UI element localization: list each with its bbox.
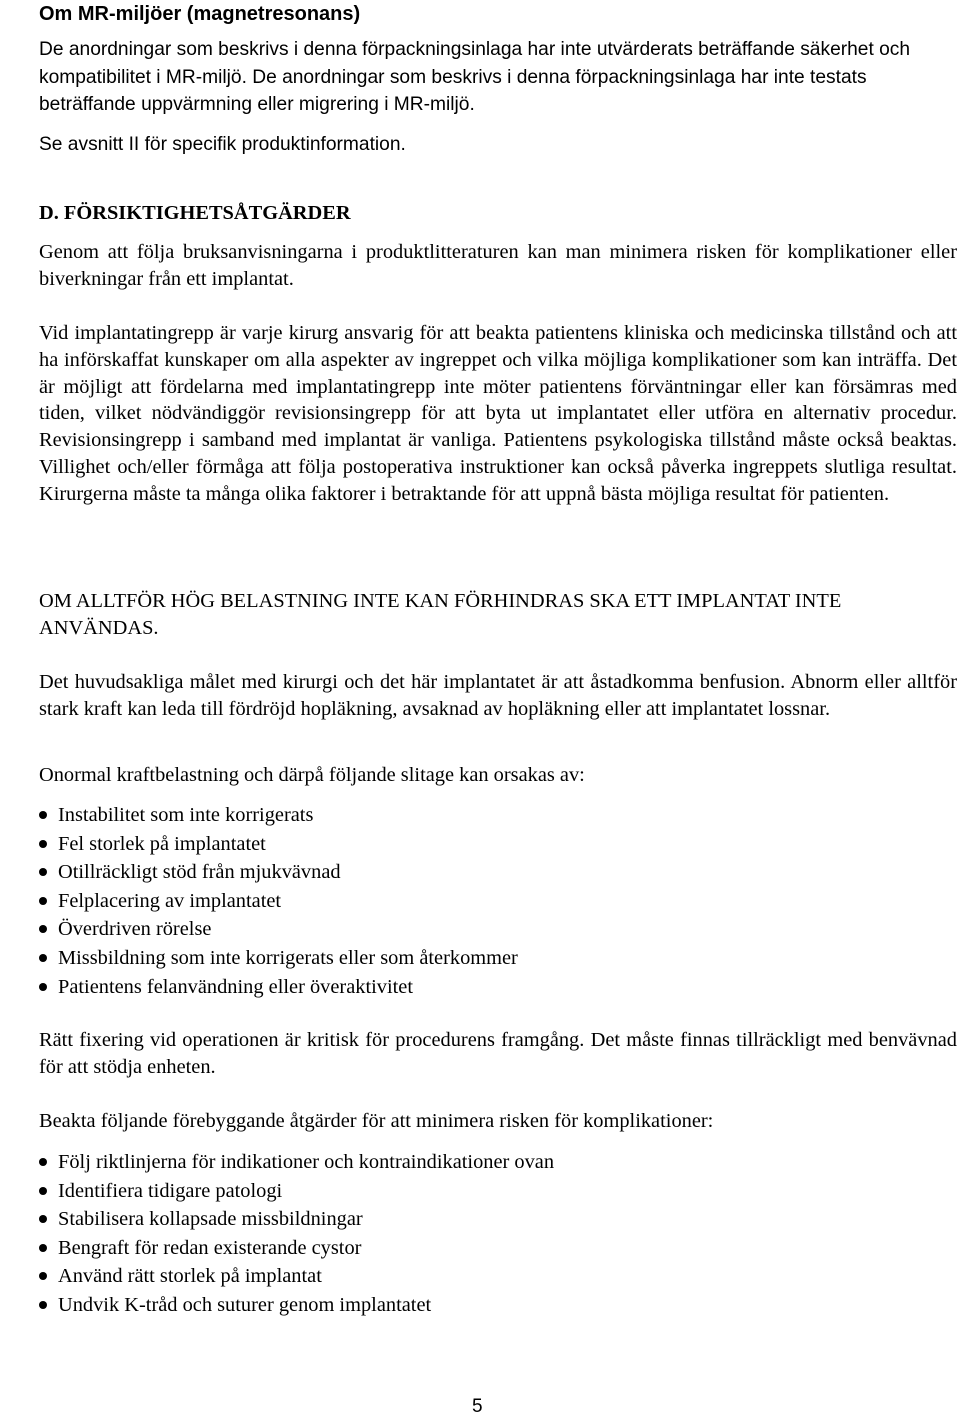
list-item: Felplacering av implantatet — [39, 887, 957, 916]
list-item: Identifiera tidigare patologi — [39, 1177, 957, 1206]
prevention-measures-list — [39, 1148, 957, 1320]
list-item: Fel storlek på implantatet — [39, 830, 957, 859]
list-item: Överdriven rörelse — [39, 915, 957, 944]
mr-section-reference: Se avsnitt II för specifik produktinformation. — [39, 134, 406, 155]
list-item: Patientens felanvändning eller överaktivitet — [39, 973, 957, 1002]
prevention-intro: Beakta följande förebyggande åtgärder för att minimera risken för komplikationer: — [39, 1110, 714, 1132]
bullet-icon — [39, 811, 47, 819]
page-number: 5 — [472, 1396, 483, 1417]
goal-paragraph: Det huvudsakliga målet med kirurgi och det här implantatet är att åstadkomma benfusion. Abnorm eller alltför stark kraft kan leda till fördröjd hopläkning, avsaknad av hopläkning eller att implantatet lossnar. — [39, 671, 957, 720]
bullet-icon — [39, 983, 47, 991]
list-item: Stabilisera kollapsade missbildningar — [39, 1205, 957, 1234]
precautions-heading: D. FÖRSIKTIGHETSÅTGÄRDER — [39, 202, 351, 224]
bullet-icon — [39, 1215, 47, 1223]
bullet-icon — [39, 925, 47, 933]
bullet-icon — [39, 897, 47, 905]
bullet-icon — [39, 1187, 47, 1195]
bullet-icon — [39, 1272, 47, 1280]
surgeon-responsibility-paragraph: Vid implantatingrepp är varje kirurg ansvarig för att beakta patientens kliniska och medicinska tillstånd och att ha införskaffat kunskaper om alla aspekter av ingreppet och vilka möjliga komplikationer som kan inträffa. Det är möjligt att fördelarna med implantatingrepp inte möter patientens förväntningar eller kan försämras med tiden, vilket nödvändiggör revisionsingrepp för att byta ut implantatet eller utföra en alternativ procedur. Revisionsingrepp i samband med implantat är vanliga. Patientens psykologiska tillstånd måste också beaktas. Villighet och/eller förmåga att följa postoperativa instruktioner kan också påverka ingreppets slutliga resultat. Kirurgerna måste ta många olika faktorer i betraktande för att uppnå bästa möjliga resultat för patienten. — [39, 322, 957, 505]
bullet-icon — [39, 1158, 47, 1166]
list-item: Använd rätt storlek på implantat — [39, 1262, 957, 1291]
list-item: Instabilitet som inte korrigerats — [39, 801, 957, 830]
list-item: Missbildning som inte korrigerats eller som återkommer — [39, 944, 957, 973]
bullet-icon — [39, 840, 47, 848]
bullet-icon — [39, 868, 47, 876]
overload-warning: OM ALLTFÖR HÖG BELASTNING INTE KAN FÖRHINDRAS SKA ETT IMPLANTAT INTE ANVÄNDAS. — [39, 590, 842, 639]
wear-intro: Onormal kraftbelastning och därpå följande slitage kan orsakas av: — [39, 764, 585, 786]
precautions-intro: Genom att följa bruksanvisningarna i produktlitteraturen kan man minimera risken för komplikationer eller biverkningar från ett implantat. — [39, 241, 957, 290]
bullet-icon — [39, 1244, 47, 1252]
wear-causes-list — [39, 801, 957, 1001]
list-item: Följ riktlinjerna för indikationer och kontraindikationer ovan — [39, 1148, 957, 1177]
bullet-icon — [39, 954, 47, 962]
list-item: Bengraft för redan existerande cystor — [39, 1234, 957, 1263]
bullet-icon — [39, 1301, 47, 1309]
mr-section-paragraph: De anordningar som beskrivs i denna förpackningsinlaga har inte utvärderats beträffande säkerhet och kompatibilitet i MR-miljö. De anordningar som beskrivs i denna förpackningsinlaga har inte testats beträffande uppvärmning eller migrering i MR-miljö. — [39, 39, 911, 115]
list-item: Undvik K-tråd och suturer genom implantatet — [39, 1291, 957, 1320]
mr-section-heading: Om MR-miljöer (magnetresonans) — [39, 3, 361, 25]
fixation-paragraph: Rätt fixering vid operationen är kritisk för procedurens framgång. Det måste finnas tillräckligt med benvävnad för att stödja enheten. — [39, 1029, 957, 1078]
list-item: Otillräckligt stöd från mjukvävnad — [39, 858, 957, 887]
